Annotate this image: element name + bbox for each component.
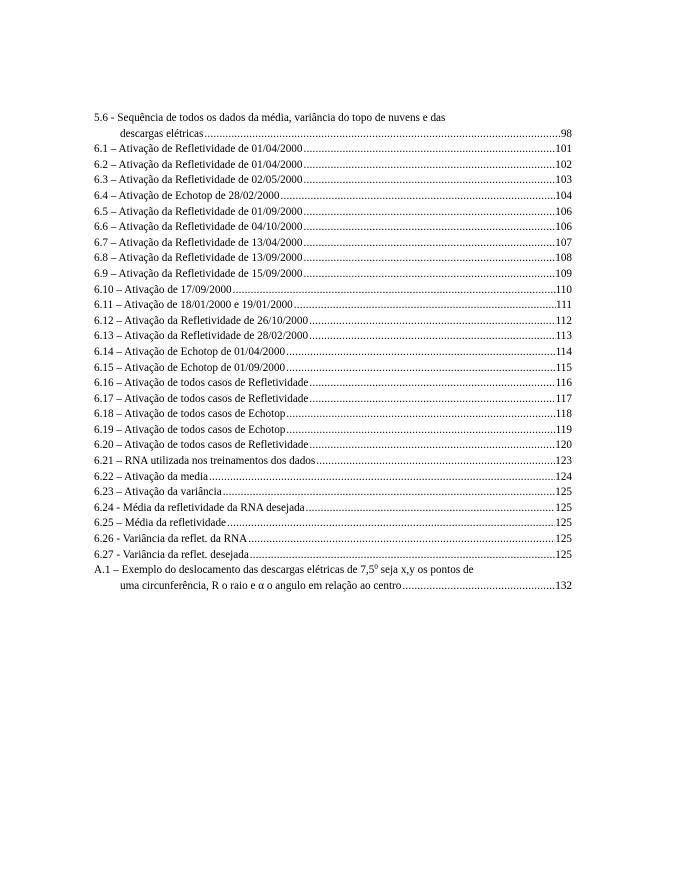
- toc-entry: [94, 283, 572, 299]
- table-of-contents: [94, 111, 572, 594]
- toc-entry: [94, 392, 572, 408]
- toc-entry-page: 101: [555, 143, 572, 156]
- dot-leader: [209, 470, 555, 486]
- toc-entry-title: 6.23 – Ativação da variância: [94, 486, 222, 499]
- toc-entry-page: 132: [555, 579, 572, 592]
- toc-entry-page: 109: [555, 267, 572, 280]
- toc-entry-title: 6.17 – Ativação de todos casos de Refletividade: [94, 392, 309, 405]
- toc-entry-page: 125: [555, 533, 572, 546]
- toc-entry: [94, 345, 572, 361]
- toc-entry-title: 6.12 – Ativação da Refletividade de 26/10/2000: [94, 314, 309, 327]
- toc-entry-title: 6.3 – Ativação da Refletividade de 02/05/2000: [94, 174, 303, 187]
- toc-entry: [94, 251, 572, 267]
- toc-entry: [94, 454, 572, 470]
- toc-entry-title-pre: A.1 – Exemplo do deslocamento das descargas elétricas de 7,5: [94, 564, 375, 577]
- dot-leader: [303, 267, 555, 283]
- toc-entry: [94, 361, 572, 377]
- toc-entry-title: 6.4 – Ativação de Echotop de 28/02/2000: [94, 189, 280, 202]
- toc-entry: [94, 376, 572, 392]
- toc-entry-page: 125: [555, 517, 572, 530]
- dot-leader: [286, 345, 556, 361]
- toc-entry-title-line1: 5.6 - Sequência de todos os dados da média, variância do topo de nuvens e das: [94, 112, 446, 124]
- toc-entry-title: 6.1 – Ativação de Refletividade de 01/04/2000: [94, 143, 303, 156]
- dot-leader: [248, 532, 555, 548]
- toc-entry: [94, 220, 572, 236]
- dot-leader: [281, 189, 556, 205]
- dot-leader: [303, 142, 555, 158]
- toc-entry-title: 6.6 – Ativação da Refletividade de 04/10/2000: [94, 221, 303, 234]
- toc-entry-page: 120: [555, 439, 572, 452]
- dot-leader: [303, 173, 555, 189]
- toc-entry-title: 6.15 – Ativação de Echotop de 01/09/2000: [94, 361, 286, 374]
- dot-leader: [250, 548, 555, 564]
- dot-leader: [204, 127, 560, 143]
- toc-entry: [94, 158, 572, 174]
- toc-entry-title: 6.7 – Ativação da Refletividade de 13/04/2000: [94, 236, 303, 249]
- toc-entry: [94, 423, 572, 439]
- toc-entry-page: 124: [555, 470, 572, 483]
- toc-entry-page: 119: [555, 423, 572, 436]
- toc-entry-title: 6.20 – Ativação de todos casos de Refletividade: [94, 439, 309, 452]
- toc-entry-page: 103: [555, 174, 572, 187]
- toc-entry-title: 6.22 – Ativação da media: [94, 470, 209, 483]
- toc-entry-page: 123: [555, 455, 572, 468]
- toc-entry-page: 125: [555, 501, 572, 514]
- dot-leader: [303, 220, 555, 236]
- dot-leader: [402, 579, 555, 595]
- toc-entry-page: 125: [555, 486, 572, 499]
- toc-entry-title: 6.9 – Ativação da Refletividade de 15/09/2000: [94, 267, 303, 280]
- toc-entry: [94, 205, 572, 221]
- toc-entry-title: 6.24 - Média da refletividade da RNA desejada: [94, 501, 305, 514]
- toc-entry: [94, 470, 572, 486]
- toc-entry-title-line2: uma circunferência, R o raio e α o angulo em relação ao centro: [120, 579, 402, 592]
- toc-entry-title: 6.5 – Ativação da Refletividade de 01/09/2000: [94, 205, 303, 218]
- dot-leader: [227, 516, 555, 532]
- toc-entry-title: 6.19 – Ativação de todos casos de Echotop: [94, 423, 286, 436]
- toc-entry-title: 6.18 – Ativação de todos casos de Echotop: [94, 408, 286, 421]
- toc-entry: [94, 516, 572, 532]
- toc-entry-page: 112: [555, 314, 572, 327]
- toc-list: [94, 142, 572, 563]
- toc-entry: [94, 485, 572, 501]
- toc-entry-page: 102: [555, 158, 572, 171]
- toc-entry-page: 125: [555, 548, 572, 561]
- dot-leader: [303, 158, 555, 174]
- dot-leader: [303, 205, 555, 221]
- toc-entry-title: 6.2 – Ativação da Refletividade de 01/04/2000: [94, 158, 303, 171]
- toc-entry: [94, 173, 572, 189]
- toc-entry-a-1: [94, 563, 572, 594]
- dot-leader: [309, 438, 555, 454]
- toc-entry-page: 115: [555, 361, 572, 374]
- toc-entry: [94, 314, 572, 330]
- toc-entry: [94, 236, 572, 252]
- dot-leader: [294, 298, 556, 314]
- toc-entry-page: 110: [555, 283, 572, 296]
- toc-entry-title: 6.25 – Média da refletividade: [94, 517, 227, 530]
- toc-entry: [94, 267, 572, 283]
- toc-entry: [94, 407, 572, 423]
- toc-entry-title-line1: [94, 563, 572, 579]
- toc-entry-page: 111: [556, 299, 572, 312]
- toc-entry-page: 114: [555, 345, 572, 358]
- dot-leader: [309, 314, 556, 330]
- toc-entry-title: 6.10 – Ativação de 17/09/2000: [94, 283, 232, 296]
- toc-entry-title: 6.21 – RNA utilizada nos treinamentos dos dados: [94, 455, 316, 468]
- dot-leader: [286, 423, 555, 439]
- toc-entry-title: 6.13 – Ativação da Refletividade de 28/02/2000: [94, 330, 309, 343]
- toc-entry-title-post: seja x,y os pontos de: [377, 564, 474, 577]
- toc-entry-page: 108: [555, 252, 572, 265]
- dot-leader: [223, 485, 556, 501]
- toc-entry-title-line2: descargas elétricas: [120, 127, 204, 140]
- dot-leader: [303, 251, 555, 267]
- toc-entry-line2: [94, 579, 572, 595]
- toc-entry-page: 118: [555, 408, 572, 421]
- toc-entry-page: 107: [555, 236, 572, 249]
- toc-entry-title: 6.14 – Ativação de Echotop de 01/04/2000: [94, 345, 286, 358]
- toc-entry-page: 106: [555, 221, 572, 234]
- toc-entry-page: 116: [555, 377, 572, 390]
- dot-leader: [233, 283, 556, 299]
- toc-entry: [94, 298, 572, 314]
- toc-entry: [94, 532, 572, 548]
- toc-entry: [94, 438, 572, 454]
- toc-entry-line2: [94, 127, 572, 143]
- toc-entry: [94, 501, 572, 517]
- dot-leader: [309, 376, 555, 392]
- dot-leader: [316, 454, 555, 470]
- toc-entry-page: 106: [555, 205, 572, 218]
- toc-entry-title: 6.16 – Ativação de todos casos de Refletividade: [94, 377, 309, 390]
- toc-entry-page: 113: [555, 330, 572, 343]
- dot-leader: [286, 407, 555, 423]
- toc-entry-title: 6.8 – Ativação da Refletividade de 13/09/2000: [94, 252, 303, 265]
- toc-entry-5-6: [94, 111, 572, 142]
- toc-entry: [94, 142, 572, 158]
- dot-leader: [303, 236, 555, 252]
- degree-superscript: 0: [374, 563, 378, 572]
- dot-leader: [309, 329, 556, 345]
- toc-entry-title: 6.11 – Ativação de 18/01/2000 e 19/01/2000: [94, 299, 293, 312]
- toc-entry-title: 6.27 - Variância da reflet. desejada: [94, 548, 249, 561]
- toc-entry-page: 104: [555, 189, 572, 202]
- toc-entry: [94, 189, 572, 205]
- toc-entry-page: 117: [555, 392, 572, 405]
- dot-leader: [309, 392, 555, 408]
- toc-entry-page: 98: [560, 127, 572, 140]
- toc-entry: [94, 548, 572, 564]
- dot-leader: [286, 361, 556, 377]
- toc-entry: [94, 329, 572, 345]
- dot-leader: [306, 501, 556, 517]
- toc-entry-title: 6.26 - Variância da reflet. da RNA: [94, 533, 248, 546]
